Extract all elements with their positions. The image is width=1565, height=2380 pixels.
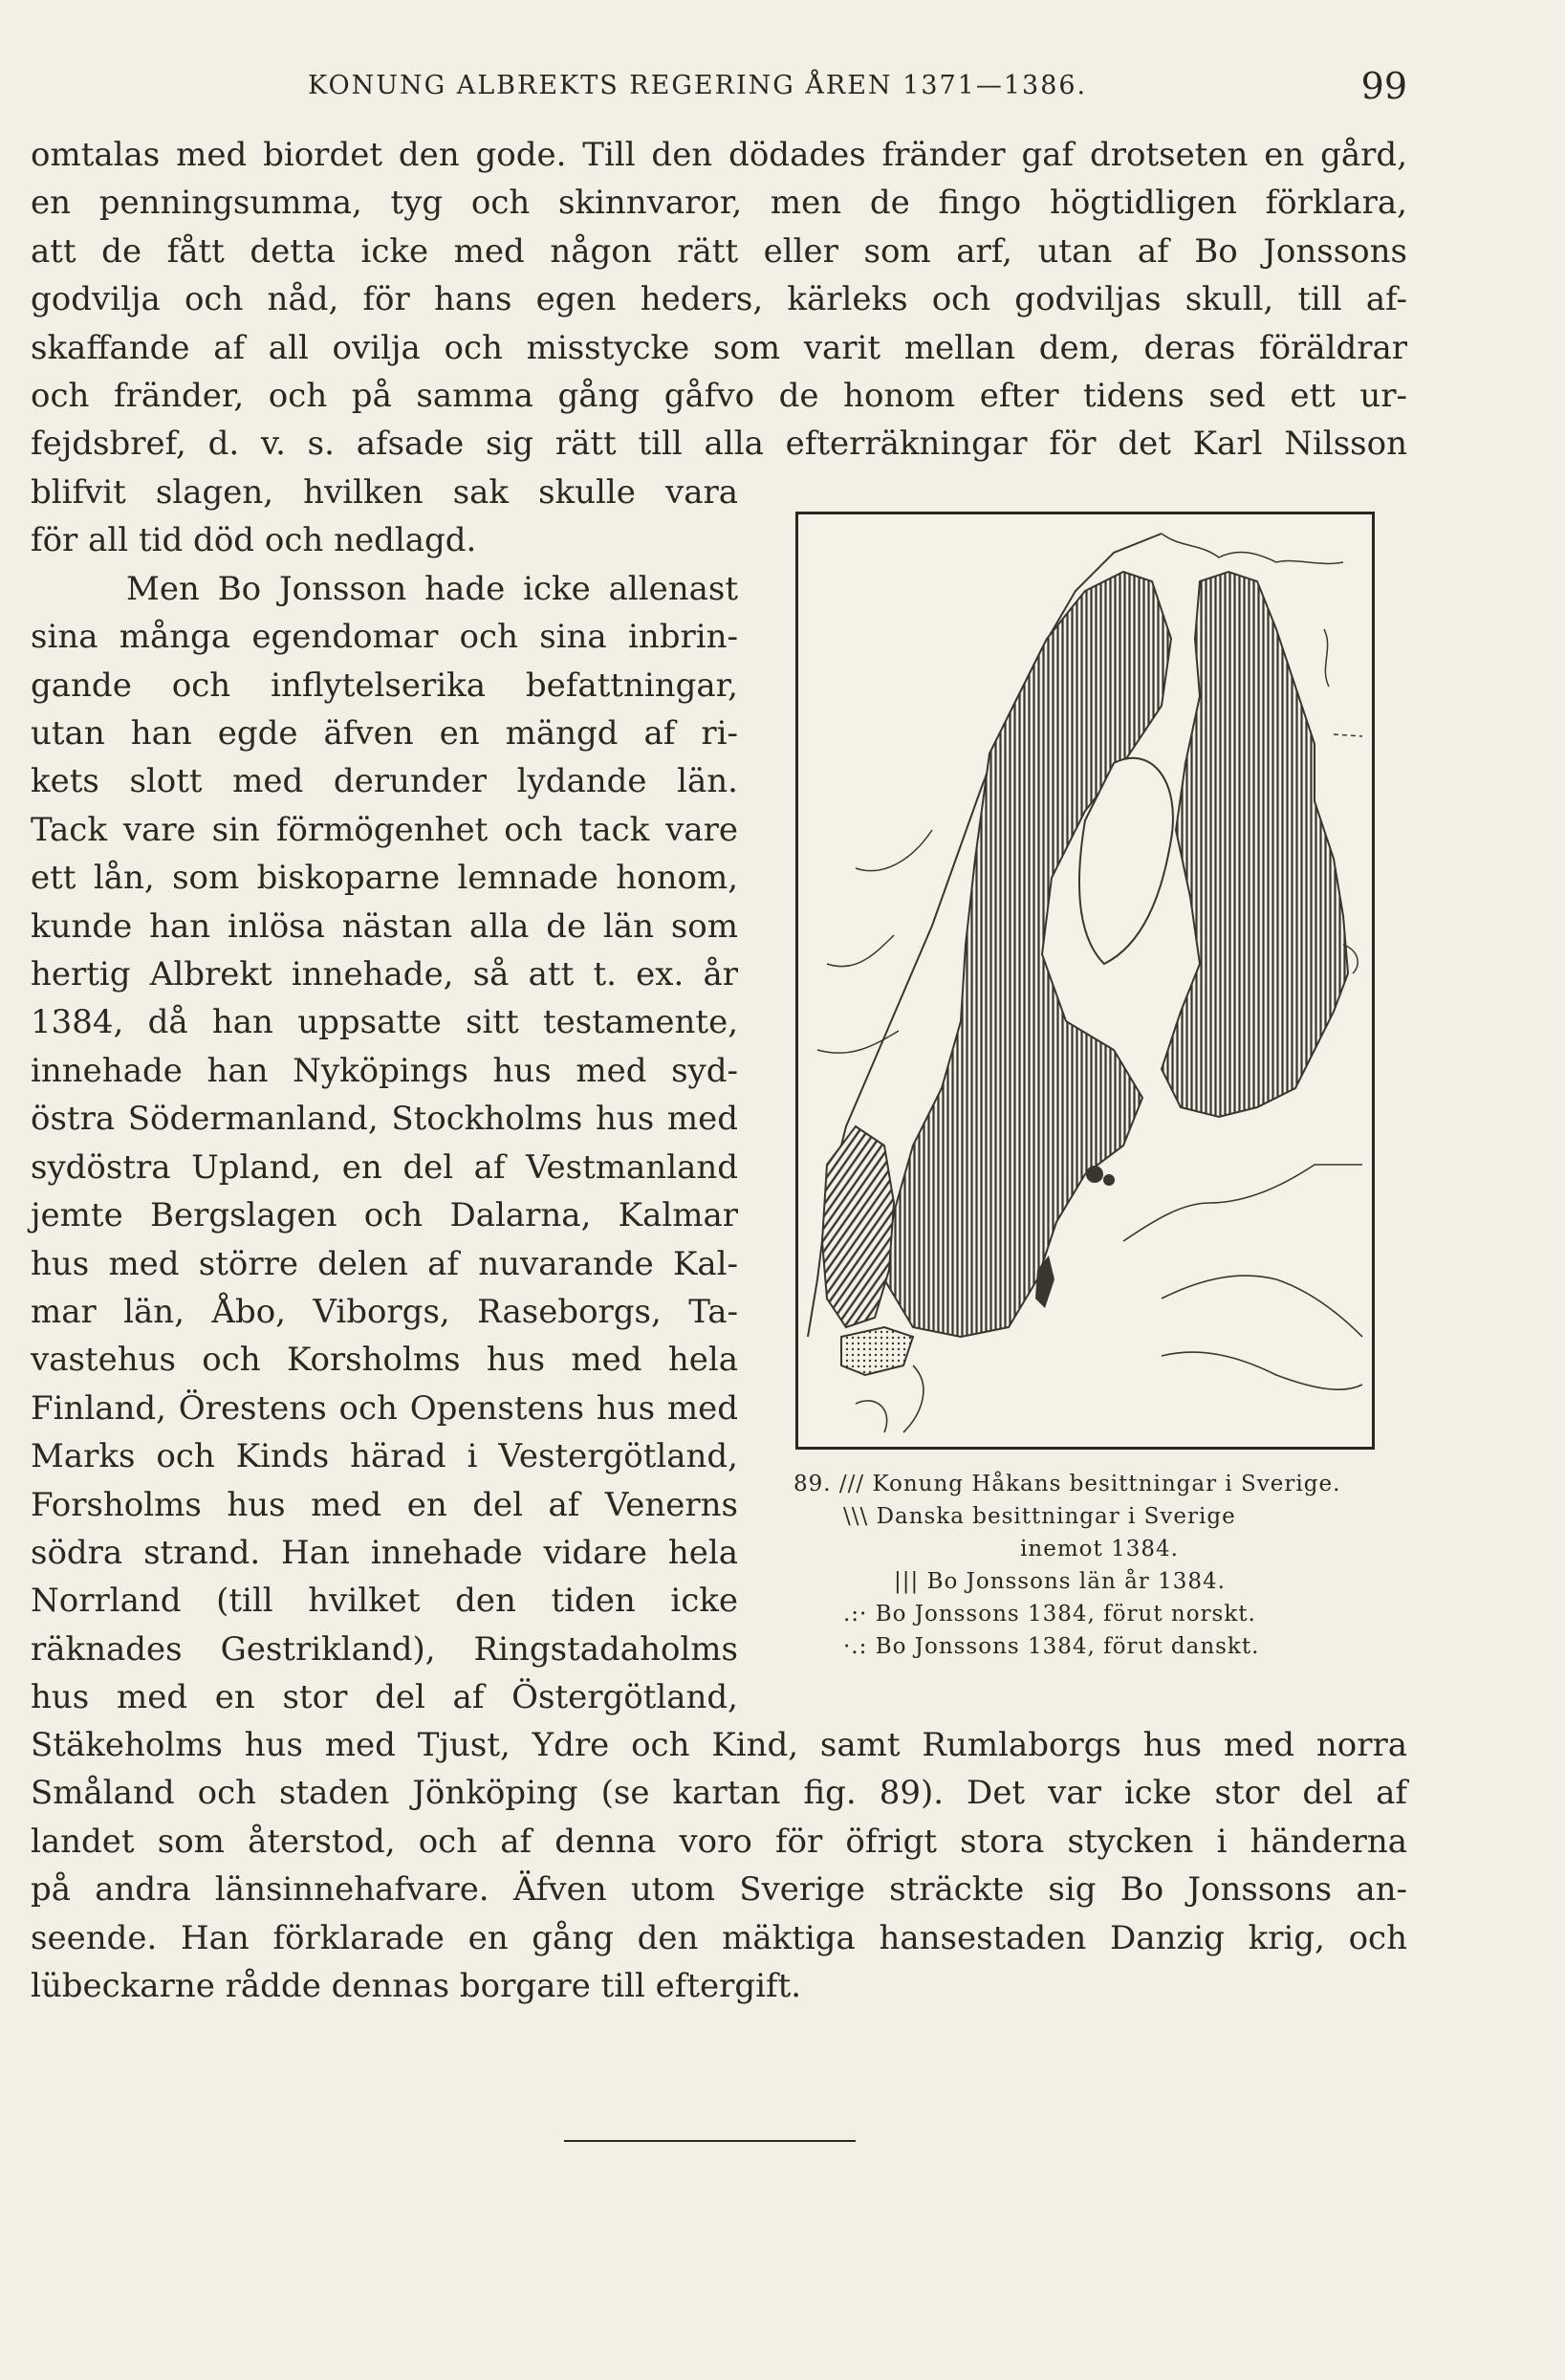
text-line: gande och inflytelserika befattningar, (31, 666, 738, 705)
text-line: hus med en stor del af Östergötland, (31, 1678, 738, 1717)
text-line: hus med större delen af nuvarande Kal- (31, 1244, 738, 1283)
text-line: skaffande af all ovilja och misstycke som varit mellan dem, deras föräldrar (31, 328, 1407, 367)
text-line: blifvit slagen, hvilken sak skulle vara (31, 473, 738, 512)
legend-row (793, 1468, 1405, 1500)
legend-symbol: .:· (843, 1602, 868, 1627)
running-title: KONUNG ALBREKTS REGERING ÅREN 1371—1386. (308, 71, 1088, 100)
legend-row (793, 1500, 1405, 1533)
intro-paragraph (31, 131, 1407, 469)
legend-symbol: /// (838, 1472, 865, 1496)
legend-row (793, 1598, 1405, 1630)
legend-text: Bo Jonssons 1384, förut danskt. (875, 1634, 1260, 1659)
text-line: och fränder, och på samma gång gåfvo de honom efter tidens sed ett ur- (31, 377, 1407, 416)
text-line: ett lån, som biskoparne lemnade honom, (31, 859, 738, 898)
text-line: räknades Gestrikland), Ringstadaholms (31, 1629, 738, 1669)
text-line: kunde han inlösa nästan alla de län som (31, 906, 738, 946)
section-end-rule (564, 2140, 856, 2142)
narrow-column-text (31, 469, 738, 1722)
legend-text: Bo Jonssons 1384, förut norskt. (875, 1602, 1256, 1627)
map-figure (795, 512, 1375, 1450)
text-line: Småland och staden Jönköping (se kartan fig. 89). Det var icke stor del af (31, 1774, 1407, 1813)
text-line: 1384, då han uppsatte sitt testamente, (31, 1003, 738, 1042)
text-line: mar län, Åbo, Viborgs, Raseborgs, Ta- (31, 1292, 738, 1331)
text-line: för all tid död och nedlagd. (31, 521, 477, 560)
text-line: Norrland (till hvilket den tiden icke (31, 1582, 738, 1621)
scandinavia-map-illustration (798, 514, 1372, 1447)
text-line: södra strand. Han innehade vidare hela (31, 1533, 738, 1572)
text-line: jemte Bergslagen och Dalarna, Kalmar (31, 1196, 738, 1235)
text-line: sydöstra Upland, en del af Vestmanland (31, 1147, 738, 1187)
text-line: vastehus och Korsholms hus med hela (31, 1341, 738, 1380)
page-header (31, 65, 1407, 107)
text-line: lübeckarne rådde dennas borgare till eftergift. (31, 1967, 802, 2006)
text-line: godvilja och nåd, för hans egen heders, kärleks och godviljas skull, till af- (31, 280, 1407, 319)
legend-symbol: \\\ (843, 1504, 869, 1529)
text-line: sina många egendomar och sina inbrin- (31, 618, 738, 657)
text-line: Stäkeholms hus med Tjust, Ydre och Kind, samt Rumlaborgs hus med norra (31, 1726, 1407, 1764)
page-number: 99 (1360, 65, 1407, 107)
text-line: en penningsumma, tyg och skinnvaror, men de fingo högtidligen förklara, (31, 184, 1407, 223)
text-line: fejdsbref, d. v. s. afsade sig rätt till alla efterräkningar för det Karl Nilsson (31, 425, 1407, 464)
text-line: utan han egde äfven en mängd af ri- (31, 714, 738, 753)
legend-text: Danska besittningar i Sverige (876, 1504, 1236, 1529)
legend-text: Bo Jonssons län år 1384. (926, 1569, 1226, 1594)
text-line: Tack vare sin förmögenhet och tack vare (31, 810, 738, 849)
legend-row (793, 1630, 1405, 1663)
text-line: Marks och Kinds härad i Vestergötland, (31, 1437, 738, 1476)
figure-number: 89. (793, 1472, 832, 1496)
text-line: Men Bo Jonsson hade icke allenast (126, 569, 738, 608)
text-line: kets slott med derunder lydande län. (31, 762, 738, 801)
legend-symbol: ||| (894, 1569, 920, 1594)
legend-text: Konung Håkans besittningar i Sverige. (872, 1472, 1341, 1496)
text-line: omtalas med biordet den gode. Till den dödades fränder gaf drotseten en gård, (31, 136, 1407, 174)
text-line: Finland, Örestens och Openstens hus med (31, 1388, 738, 1428)
text-line: landet som återstod, och af denna voro för öfrigt stora stycken i händerna (31, 1822, 1407, 1861)
figure-caption (793, 1468, 1405, 1663)
legend-row (793, 1565, 1405, 1598)
text-line: seende. Han förklarade en gång den mäktiga hansestaden Danzig krig, och (31, 1918, 1407, 1957)
text-line: på andra länsinnehafvare. Äfven utom Sverige sträckte sig Bo Jonssons an- (31, 1870, 1407, 1910)
text-line: östra Södermanland, Stockholms hus med (31, 1100, 738, 1139)
text-line: Forsholms hus med en del af Venerns (31, 1485, 738, 1524)
text-line: hertig Albrekt innehade, så att t. ex. år (31, 955, 738, 994)
legend-continuation: inemot 1384. (1020, 1537, 1179, 1561)
text-line: innehade han Nyköpings hus med syd- (31, 1051, 738, 1090)
legend-symbol: ·.: (843, 1634, 868, 1659)
text-line: att de fått detta icke med någon rätt eller som arf, utan af Bo Jonssons (31, 231, 1407, 271)
closing-paragraph (31, 1721, 1407, 2010)
